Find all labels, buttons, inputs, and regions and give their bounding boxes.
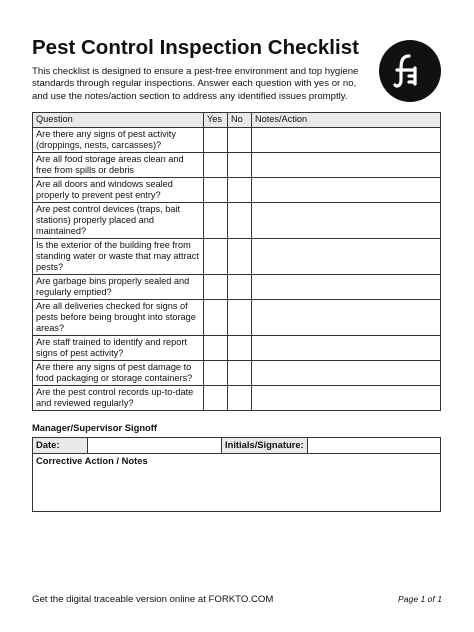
no-cell[interactable] bbox=[228, 361, 252, 386]
intro-text: This checklist is designed to ensure a pest-free environment and top hygiene standards through regular inspections. Answer each question with yes or no, and use the notes/action section to address any identified issues promptly. bbox=[32, 66, 359, 102]
footer-text: Get the digital traceable version online at FORKTO.COM bbox=[32, 594, 274, 605]
no-cell[interactable] bbox=[228, 336, 252, 361]
initials-label: Initials/Signature: bbox=[222, 438, 308, 454]
yes-cell[interactable] bbox=[204, 300, 228, 336]
question-cell: Are the pest control records up-to-date and reviewed regularly? bbox=[33, 386, 204, 411]
notes-cell[interactable] bbox=[252, 178, 441, 203]
question-cell: Are all doors and windows sealed properly to prevent pest entry? bbox=[33, 178, 204, 203]
forkto-logo-icon bbox=[379, 40, 441, 102]
table-row bbox=[33, 361, 441, 386]
header-no: No bbox=[228, 113, 252, 128]
question-cell: Is the exterior of the building free from standing water or waste that may attract pests? bbox=[33, 239, 204, 275]
notes-cell[interactable] bbox=[252, 239, 441, 275]
header-question: Question bbox=[33, 113, 204, 128]
yes-cell[interactable] bbox=[204, 178, 228, 203]
notes-cell[interactable] bbox=[252, 203, 441, 239]
signoff-row bbox=[33, 438, 441, 454]
notes-cell[interactable] bbox=[252, 361, 441, 386]
yes-cell[interactable] bbox=[204, 386, 228, 411]
header-notes: Notes/Action bbox=[252, 113, 441, 128]
table-header-row bbox=[33, 113, 441, 128]
signoff-title: Manager/Supervisor Signoff bbox=[32, 422, 158, 433]
no-cell[interactable] bbox=[228, 128, 252, 153]
yes-cell[interactable] bbox=[204, 203, 228, 239]
no-cell[interactable] bbox=[228, 153, 252, 178]
header-yes: Yes bbox=[204, 113, 228, 128]
question-cell: Are garbage bins properly sealed and regularly emptied? bbox=[33, 275, 204, 300]
yes-cell[interactable] bbox=[204, 361, 228, 386]
question-cell: Are all food storage areas clean and free from spills or debris bbox=[33, 153, 204, 178]
table-row bbox=[33, 153, 441, 178]
table-row bbox=[33, 275, 441, 300]
question-cell: Are there any signs of pest damage to food packaging or storage containers? bbox=[33, 361, 204, 386]
yes-cell[interactable] bbox=[204, 275, 228, 300]
notes-row bbox=[33, 454, 441, 512]
question-cell: Are staff trained to identify and report signs of pest activity? bbox=[33, 336, 204, 361]
notes-cell[interactable] bbox=[252, 275, 441, 300]
no-cell[interactable] bbox=[228, 178, 252, 203]
question-cell: Are all deliveries checked for signs of pests before being brought into storage areas? bbox=[33, 300, 204, 336]
initials-field[interactable] bbox=[308, 438, 441, 454]
table-row bbox=[33, 178, 441, 203]
no-cell[interactable] bbox=[228, 386, 252, 411]
no-cell[interactable] bbox=[228, 275, 252, 300]
corrective-notes-field[interactable] bbox=[33, 454, 441, 512]
table-row bbox=[33, 336, 441, 361]
page-number: Page 1 of 1 bbox=[398, 594, 442, 604]
notes-cell[interactable] bbox=[252, 153, 441, 178]
notes-cell[interactable] bbox=[252, 300, 441, 336]
yes-cell[interactable] bbox=[204, 239, 228, 275]
checklist-table bbox=[32, 112, 441, 411]
no-cell[interactable] bbox=[228, 239, 252, 275]
question-cell: Are pest control devices (traps, bait stations) properly placed and maintained? bbox=[33, 203, 204, 239]
notes-cell[interactable] bbox=[252, 336, 441, 361]
yes-cell[interactable] bbox=[204, 128, 228, 153]
table-row bbox=[33, 386, 441, 411]
table-row bbox=[33, 203, 441, 239]
yes-cell[interactable] bbox=[204, 153, 228, 178]
notes-cell[interactable] bbox=[252, 386, 441, 411]
table-row bbox=[33, 300, 441, 336]
corrective-notes-label: Corrective Action / Notes bbox=[36, 455, 148, 466]
table-row bbox=[33, 239, 441, 275]
date-field[interactable] bbox=[88, 438, 222, 454]
question-cell: Are there any signs of pest activity (droppings, nests, carcasses)? bbox=[33, 128, 204, 153]
date-label: Date: bbox=[33, 438, 88, 454]
yes-cell[interactable] bbox=[204, 336, 228, 361]
signoff-table bbox=[32, 437, 441, 512]
no-cell[interactable] bbox=[228, 300, 252, 336]
page-title: Pest Control Inspection Checklist bbox=[32, 36, 359, 59]
no-cell[interactable] bbox=[228, 203, 252, 239]
notes-cell[interactable] bbox=[252, 128, 441, 153]
table-row bbox=[33, 128, 441, 153]
